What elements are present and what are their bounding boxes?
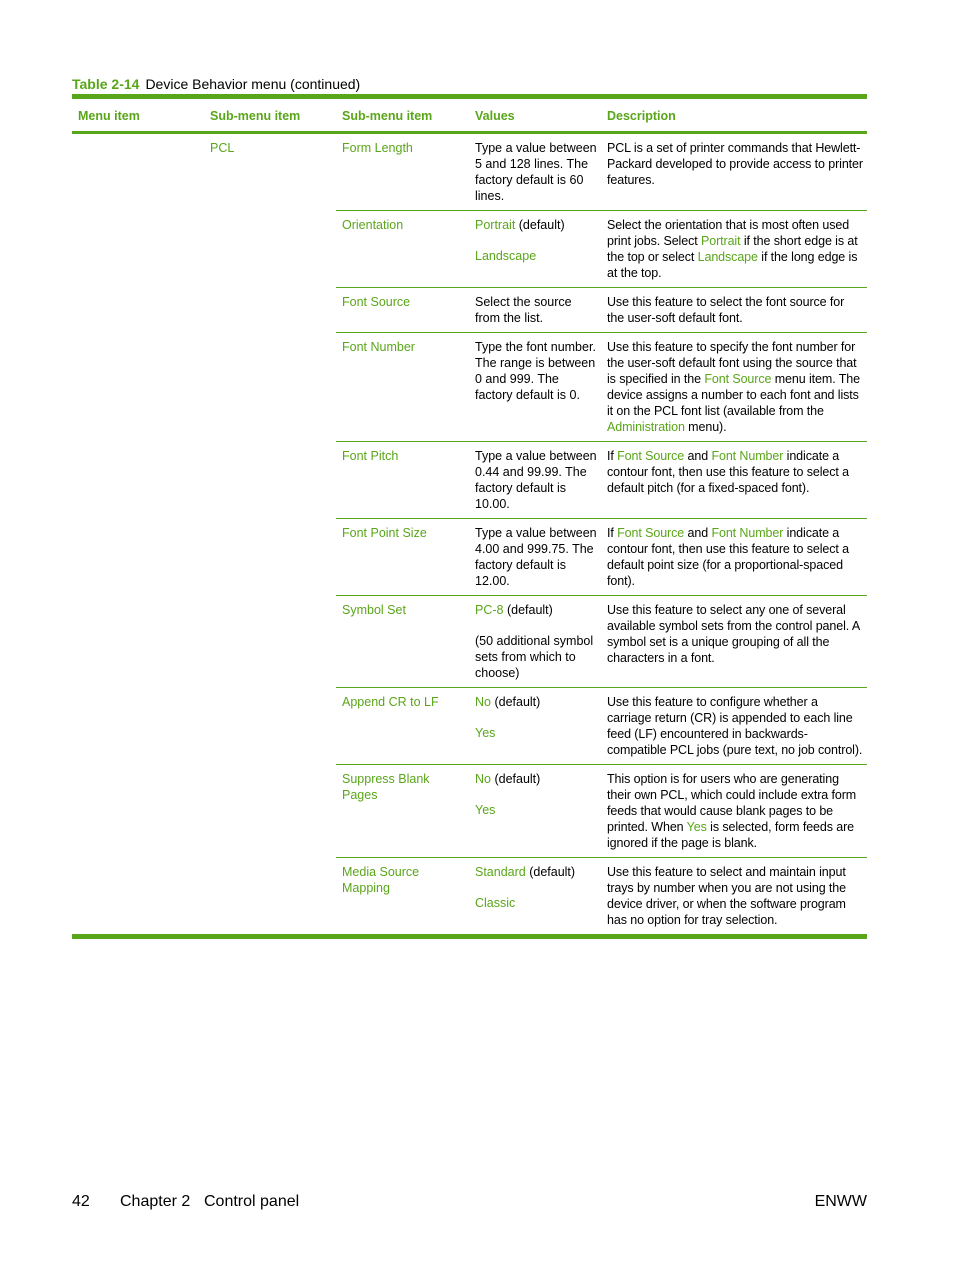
description-text: Use this feature to specify the font number for the user-soft default font using the source that is specified in the xyxy=(607,340,857,386)
header-row xyxy=(72,97,867,133)
setting-name: Symbol Set xyxy=(342,603,406,617)
description-text: is selected, form feeds are ignored if the page is blank. xyxy=(607,820,855,850)
device-behavior-table xyxy=(72,94,867,939)
setting-name-cell xyxy=(336,288,469,333)
submenu-cell xyxy=(204,765,336,858)
setting-name: Suppress Blank Pages xyxy=(342,772,430,802)
value-option-name: PC-8 xyxy=(475,603,504,617)
description-text: indicate a contour font, then use this feature to select a default pitch (for a fixed-spaced font). xyxy=(607,449,849,495)
description-text: indicate a contour font, then use this feature to select a default point size (for a proportional-spaced font). xyxy=(607,526,849,588)
setting-name-cell xyxy=(336,442,469,519)
setting-name: Font Pitch xyxy=(342,449,399,463)
table-row xyxy=(72,211,867,288)
value-option xyxy=(475,895,597,911)
setting-name-cell xyxy=(336,596,469,688)
submenu-cell xyxy=(204,688,336,765)
value-option-name: Yes xyxy=(475,726,496,740)
menu-item-cell xyxy=(72,333,204,442)
value-note: (50 additional symbol sets from which to choose) xyxy=(475,634,594,680)
value-option xyxy=(475,602,597,618)
description-text: Use this feature to select any one of several available symbol sets from the control panel. A symbol set is a unique grouping of all the characters in a font. xyxy=(607,603,860,665)
description-text: menu item. The device assigns a number to each font and lists it on the PCL font list (available from the xyxy=(607,372,860,418)
chapter-label: Chapter 2 xyxy=(120,1193,191,1210)
value-option-name: No xyxy=(475,695,491,709)
description-text: and xyxy=(684,449,712,463)
value-option xyxy=(475,802,597,818)
description-reference: Font Number xyxy=(711,449,784,463)
description-text: If xyxy=(607,526,618,540)
menu-item-cell xyxy=(72,442,204,519)
setting-name-cell xyxy=(336,133,469,211)
submenu-cell xyxy=(204,596,336,688)
header-sub-menu-item-1: Sub-menu item xyxy=(204,97,336,133)
description-reference: Font Source xyxy=(617,449,685,463)
table-row xyxy=(72,688,867,765)
value-text: Type a value between 0.44 and 99.99. The factory default is 10.00. xyxy=(475,449,597,511)
value-option xyxy=(475,217,597,233)
description-text: menu). xyxy=(684,420,727,434)
values-cell xyxy=(469,442,601,519)
description-reference: Administration xyxy=(607,420,685,434)
table-row xyxy=(72,442,867,519)
value-option-name: Standard xyxy=(475,865,526,879)
menu-item-cell xyxy=(72,765,204,858)
page-number: 42 xyxy=(72,1193,90,1210)
setting-name-cell xyxy=(336,211,469,288)
table-row xyxy=(72,519,867,596)
submenu-cell xyxy=(204,858,336,937)
menu-item-cell xyxy=(72,211,204,288)
description-text: if the long edge is at the top. xyxy=(607,250,858,280)
value-option xyxy=(475,248,597,264)
value-option-suffix: (default) xyxy=(503,603,553,617)
table-row xyxy=(72,288,867,333)
setting-name: Media Source Mapping xyxy=(342,865,420,895)
header-description: Description xyxy=(601,97,867,133)
values-cell xyxy=(469,288,601,333)
description-reference: Yes xyxy=(686,820,707,834)
value-option xyxy=(475,864,597,880)
setting-name: Font Point Size xyxy=(342,526,427,540)
chapter-title: Control panel xyxy=(204,1193,300,1210)
value-option xyxy=(475,771,597,787)
values-cell xyxy=(469,858,601,937)
values-cell xyxy=(469,333,601,442)
description-cell xyxy=(601,596,867,688)
submenu-cell xyxy=(204,211,336,288)
values-cell xyxy=(469,211,601,288)
table-row xyxy=(72,596,867,688)
values-cell xyxy=(469,765,601,858)
setting-name-cell xyxy=(336,765,469,858)
description-text: and xyxy=(684,526,712,540)
value-option xyxy=(475,725,597,741)
value-option-name: No xyxy=(475,772,491,786)
value-text: Type the font number. The range is between 0 and 999. The factory default is 0. xyxy=(475,340,596,402)
description-cell xyxy=(601,288,867,333)
table-row xyxy=(72,133,867,211)
description-text: PCL is a set of printer commands that Hewlett-Packard developed to provide access to printer features. xyxy=(607,141,863,187)
description-text: Use this feature to select the font source for the user-soft default font. xyxy=(607,295,845,325)
footer-right-label: ENWW xyxy=(814,1193,867,1210)
description-cell xyxy=(601,765,867,858)
setting-name: Orientation xyxy=(342,218,404,232)
value-text: Type a value between 5 and 128 lines. The factory default is 60 lines. xyxy=(475,141,597,203)
menu-item-cell xyxy=(72,288,204,333)
table-caption xyxy=(72,75,360,93)
value-option-name: Portrait xyxy=(475,218,516,232)
setting-name-cell xyxy=(336,858,469,937)
values-cell xyxy=(469,688,601,765)
setting-name-cell xyxy=(336,688,469,765)
description-reference: Portrait xyxy=(700,234,741,248)
description-text: Use this feature to select and maintain input trays by number when you are not using the device driver, or when the software program has no option for tray selection. xyxy=(607,865,846,927)
menu-item-cell xyxy=(72,688,204,765)
header-sub-menu-item-2: Sub-menu item xyxy=(336,97,469,133)
setting-name: Append CR to LF xyxy=(342,695,439,709)
submenu-cell xyxy=(204,519,336,596)
values-cell xyxy=(469,133,601,211)
description-cell xyxy=(601,133,867,211)
table-title: Device Behavior menu (continued) xyxy=(145,76,361,92)
table-row xyxy=(72,765,867,858)
value-option-name: Landscape xyxy=(475,249,537,263)
description-reference: Landscape xyxy=(697,250,758,264)
description-cell xyxy=(601,211,867,288)
description-cell xyxy=(601,519,867,596)
description-cell xyxy=(601,858,867,937)
setting-name-cell xyxy=(336,333,469,442)
value-option-suffix: (default) xyxy=(490,772,541,786)
description-reference: Font Source xyxy=(704,372,772,386)
setting-name-cell xyxy=(336,519,469,596)
header-menu-item: Menu item xyxy=(72,97,204,133)
submenu-cell xyxy=(204,333,336,442)
description-text: if the short edge is at the top or select xyxy=(607,234,858,264)
menu-item-cell xyxy=(72,133,204,211)
setting-name: Font Source xyxy=(342,295,411,309)
description-reference: Font Number xyxy=(711,526,784,540)
description-reference: Font Source xyxy=(617,526,685,540)
menu-item-cell xyxy=(72,596,204,688)
description-cell xyxy=(601,688,867,765)
header-values: Values xyxy=(469,97,601,133)
menu-item-cell xyxy=(72,519,204,596)
table-row xyxy=(72,858,867,937)
submenu-cell xyxy=(204,288,336,333)
value-option-suffix: (default) xyxy=(490,695,541,709)
description-text: Select the orientation that is most often used print jobs. Select xyxy=(607,218,850,248)
setting-name: Form Length xyxy=(342,141,413,155)
description-text: Use this feature to configure whether a carriage return (CR) is appended to each line feed (LF) encountered in backwards-compatible PCL jobs (pure text, no job control). xyxy=(607,695,863,757)
submenu-cell xyxy=(204,133,336,211)
description-text: This option is for users who are generating their own PCL, which could include extra form feeds that would cause blank pages to be printed. When xyxy=(607,772,857,834)
description-cell xyxy=(601,333,867,442)
setting-name: Font Number xyxy=(342,340,415,354)
value-option-name: Yes xyxy=(475,803,496,817)
value-option-name: Classic xyxy=(475,896,516,910)
value-option-suffix: (default) xyxy=(515,218,565,232)
menu-item-cell xyxy=(72,858,204,937)
value-text: Type a value between 4.00 and 999.75. The factory default is 12.00. xyxy=(475,526,597,588)
submenu-cell xyxy=(204,442,336,519)
description-cell xyxy=(601,442,867,519)
values-cell xyxy=(469,519,601,596)
values-cell xyxy=(469,596,601,688)
description-text: If xyxy=(607,449,618,463)
submenu-pcl: PCL xyxy=(210,141,235,155)
value-option-suffix: (default) xyxy=(525,865,576,879)
value-option xyxy=(475,694,597,710)
table-number: Table 2-14 xyxy=(72,76,140,92)
table-row xyxy=(72,333,867,442)
value-text: Select the source from the list. xyxy=(475,295,572,325)
